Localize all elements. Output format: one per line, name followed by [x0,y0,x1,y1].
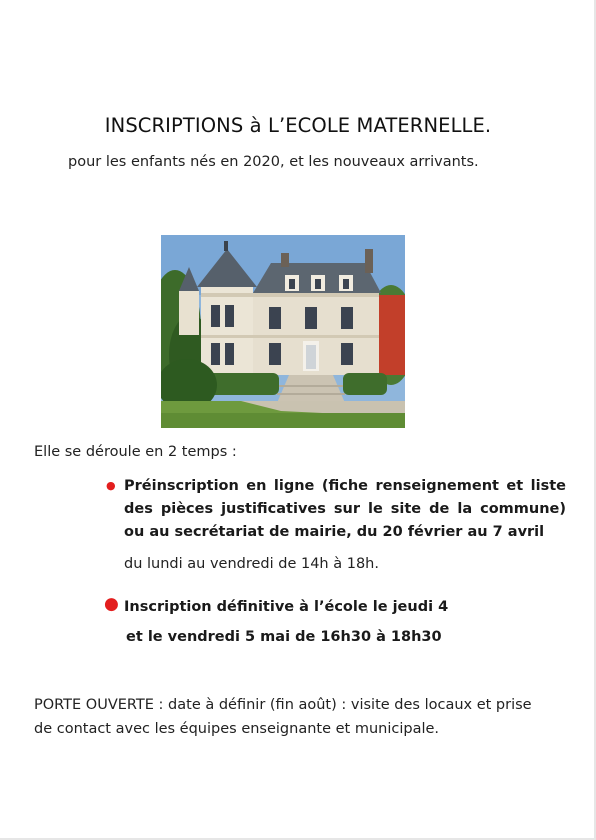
open-house-text: PORTE OUVERTE : date à définir (fin août) : visite des locaux et prise de contact avec les équipes enseignante et municipale. [34,697,532,737]
red-bullet-icon: ● [104,594,119,614]
page-subtitle: pour les enfants nés en 2020, et les nouveaux arrivants. [68,154,479,170]
intro-text: Elle se déroule en 2 temps : [34,444,237,460]
step-inscription-line1: Inscription définitive à l’école le jeudi 4 [124,599,449,615]
step-preinscription-text: Préinscription en ligne (fiche renseignement et liste des pièces justificatives sur le site de la commune) ou au secrétariat de mairie, du 20 février au 7 avril [124,478,566,540]
step-preinscription [106,475,566,544]
school-building-photo [161,235,405,428]
red-bullet-icon: ● [106,479,116,492]
step-inscription-definitive [106,596,448,618]
page-title: INSCRIPTIONS à L’ECOLE MATERNELLE. [104,114,492,137]
step-inscription-line2: et le vendredi 5 mai de 16h30 à 18h30 [126,629,442,645]
step-preinscription-hours: du lundi au vendredi de 14h à 18h. [124,556,379,572]
